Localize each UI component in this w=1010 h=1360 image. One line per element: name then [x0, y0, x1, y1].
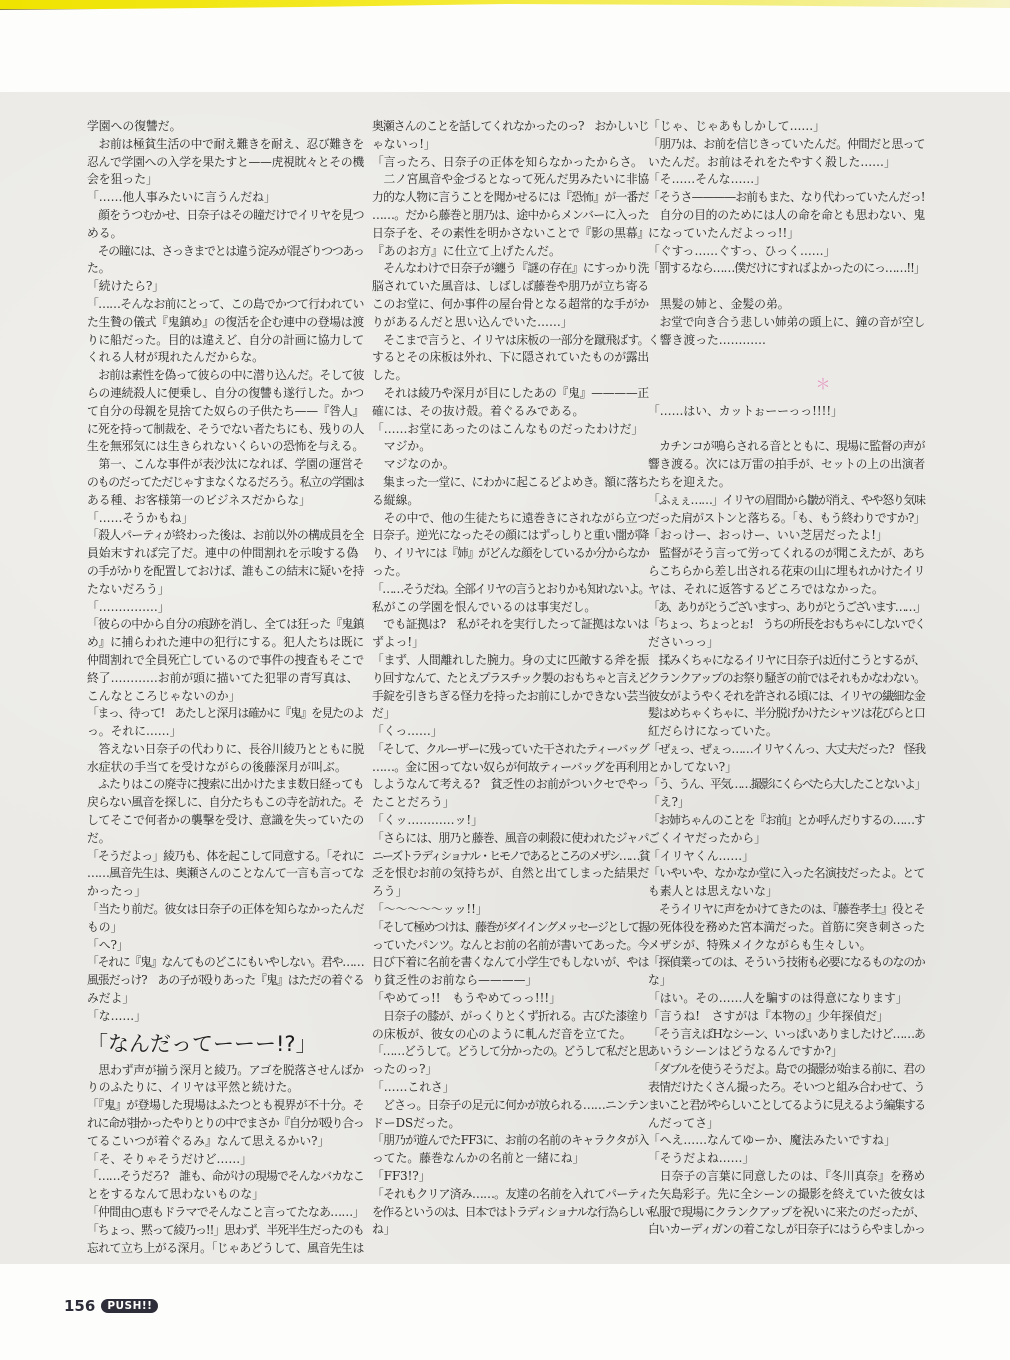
text-line: も素人とは思えないな」	[648, 884, 778, 899]
text-line: 「へ?」	[87, 937, 129, 952]
text-line: 「そう言えばHなシーン、いっぱいありましたけど……あ	[648, 1026, 925, 1041]
text-line: カチンコが鳴らされる音とともに、現場に監督の声が	[648, 439, 925, 454]
text-line: 「……他人事みたいに言うんだね」	[87, 190, 276, 205]
text-line: 「そうだよね……」	[648, 1151, 755, 1166]
text-line: た。	[87, 261, 111, 276]
text-line: る縦線。	[372, 492, 420, 507]
text-line: になっていたんだよっっ!!」	[648, 225, 800, 240]
text-line: 「〜〜〜〜〜ッッ!!」	[372, 902, 488, 917]
text-line: たちを迎えた。	[648, 474, 731, 489]
text-line: りに船だった。目的は違えど、自分の計画に協力して	[87, 332, 364, 347]
text-line: 「はい。その……人を騙すのは得意になります」	[648, 991, 908, 1006]
text-line: 「いやいや、なかなか堂に入った名演技だったよ。とて	[648, 866, 925, 881]
text-line: 「……これさ」	[372, 1080, 455, 1095]
cut-line: 「……はい、カットぉーーっっ!!!!」	[648, 403, 843, 418]
text-line: 「あ、ありがとうございますっ、ありがとうございます……」	[648, 599, 925, 614]
text-line: 水症状の手当てを受けながらの後藤深月が叫ぶ。	[87, 759, 347, 774]
text-line: 「彼らの中から自分の痕跡を消し、全ては狂った『鬼鎮	[87, 617, 364, 632]
text-line: りのふたりに、イリヤは平然と続けた。	[87, 1080, 300, 1095]
text-column-3	[648, 118, 928, 1239]
text-line: そうイリヤに声をかけてきたのは、『藤巻孝士』役とそ	[648, 902, 925, 917]
text-line: 響き渡る。次には万雷の拍手が、セットの上の出演者	[648, 457, 925, 472]
text-line: ごくイヤだったから」	[648, 830, 766, 845]
text-line: 奥瀬さんのことを話してくれなかったのっ? おかしいじ	[372, 119, 649, 133]
text-line: 風張だっけ? あの子が殴りあった『鬼』はただの着ぐる	[87, 973, 364, 988]
text-line: 会を狙った」	[87, 172, 158, 187]
headline-exclamation: 「なんだってーーー!?」	[87, 1031, 317, 1056]
text-line: ニーズトラディショナル・ヒモノであるところのメザシ……貧	[372, 848, 649, 863]
page-footer	[64, 1297, 158, 1315]
text-line: いたんだ。お前はそれをたやすく殺した……」	[648, 154, 896, 169]
text-line: 「ダブルを使うそうだよ。島での撮影が始まる前に、君の	[648, 1062, 925, 1077]
text-line: ヤは、それに返答するどころではなかった。	[648, 581, 884, 596]
text-line: 終了…………お前が頭に描いてた犯罪の青写真は、	[87, 670, 359, 685]
text-line: その瞳には、さっきまでとは違う淀みが混ざりつつあっ	[87, 243, 364, 258]
text-line: 第一、こんな事件が表沙汰になれば、学園の運営そ	[87, 457, 364, 472]
text-line: あいうシーンはどうなるんですか?」	[648, 1044, 843, 1059]
text-line: り貧乏性のお前なら————」	[372, 973, 538, 988]
text-line: 学園への復讐だ。	[87, 119, 182, 133]
text-line: 答えない日奈子の代わりに、長谷川綾乃とともに脱	[87, 741, 364, 756]
text-line: 「FF3!?」	[372, 1169, 431, 1184]
text-line: 「じゃ、じゃあもしかして……」	[648, 119, 825, 133]
text-line: 戻らない風音を探しに、自分たちもこの寺を訪れた。そ	[87, 795, 364, 810]
paragraph-gap	[648, 278, 928, 296]
text-line: 「まっ、待って! あたしと深月は確かに『鬼』を見たのよ	[87, 706, 364, 721]
text-line: に死を持って制裁を、そうでない者たちにも、残りの人	[87, 421, 364, 436]
text-line: 「罰するなら……僕だけにすればよかったのにっ……!!」	[648, 261, 925, 276]
text-line: た生贄の儀式『鬼鎮め』の復活を企む連中の登場は渡	[87, 314, 364, 329]
text-line: を作るというのは、日本ではトラディショナルな行為らしい	[372, 1204, 649, 1219]
text-line: 二ノ宮風音や金づるとなって死んだ男みたいに非協	[372, 172, 649, 187]
text-line: 手錠を引きちぎる怪力を持ったお前にしかできない芸当	[372, 688, 649, 703]
text-line: 「そして極めつけは、藤巻がダイイングメッセージとして握	[372, 919, 649, 934]
text-line: 「朋乃が遊んでたFF3に、お前の名前のキャラクタが入	[372, 1133, 649, 1148]
text-line: のものだってただじゃすまなくなるだろう。私立の学園は	[87, 474, 364, 489]
text-line: マジか。	[372, 439, 431, 454]
text-line: 「……そうかもね」	[87, 510, 194, 525]
text-line: 日び下着に名前を書くなんて小学生でもしないが、やは	[372, 955, 649, 970]
text-line: 「さらには、朋乃と藤巻、風音の刺殺に使われたジャパ	[372, 830, 649, 845]
text-line: ……。金に困ってない奴らが何故ティーバッグを再利用	[372, 759, 649, 774]
text-line: だった肩がストンと落ちる。「も、もう終わりですか?」	[648, 510, 925, 525]
text-line: 「そ……そんな……」	[648, 172, 766, 187]
text-line: 日奈子。逆光になったその顔にはずっしりと重い闇が降	[372, 528, 649, 543]
text-line: 日奈子を、その素性を明かさないことで『影の黒幕』	[372, 225, 649, 240]
column2-lines	[372, 118, 652, 1239]
text-line: 「……そうだろ? 誰も、命がけの現場でそんなバカなこ	[87, 1169, 364, 1184]
text-line: らの連続殺人に便乗し、自分の復讐も遂行した。かつ	[87, 385, 364, 400]
text-line: 「……そうだね。全部イリヤの言うとおりかも知れないよ。	[372, 581, 649, 596]
text-line: した。	[372, 368, 408, 383]
text-line: 「そうだよっ」綾乃も、体を起こして同意する。「それに	[87, 848, 364, 863]
text-line: て自分の母親を見捨てた奴らの子供たち——『咎人』	[87, 403, 364, 418]
text-line: んだってさ」	[648, 1115, 719, 1130]
text-line: ってた。藤巻なんかの名前と一緒にね」	[372, 1151, 585, 1166]
text-line: それは綾乃や深月が目にしたあの『鬼』————正	[372, 385, 649, 400]
text-line: 「朋乃は、お前を信じきっていたんだ。仲間だと思って	[648, 136, 925, 151]
text-line: そこまで言うと、イリヤは床板の一部分を蹴飛ばす。	[372, 332, 649, 347]
text-line: こんなところじゃないのか」	[87, 688, 241, 703]
column3-lines	[648, 438, 928, 1239]
text-line: 「当たり前だ。彼女は日奈子の正体を知らなかったんだ	[87, 902, 364, 917]
text-line: 「……お堂にあったのはこんなものだったわけだ」	[372, 421, 644, 436]
text-line: 「……そんなお前にとって、この島でかつて行われてい	[87, 296, 364, 311]
text-line: お前は極貧生活の中で耐え難きを耐え、忍び難きを	[87, 136, 364, 151]
text-line: 「くっ……」	[372, 724, 443, 739]
text-line: 「言うね! さすがは『本物の』少年探偵だ」	[648, 1008, 889, 1023]
text-line: の死体役を務めた宮本満だった。首筋に突き刺さった	[648, 919, 925, 934]
text-line: 監督がそう言って労ってくれるのが聞こえたが、あち	[648, 546, 925, 561]
text-line: ずよっ!」	[372, 635, 424, 650]
scene-break-asterisk-icon: ＊	[815, 375, 831, 394]
text-line: 「ちょっ、黙って綾乃っ!!」思わず、半死半生だったのも	[87, 1222, 364, 1237]
text-line: った。	[372, 563, 408, 578]
text-line: マジなのか。	[372, 457, 455, 472]
text-line: な」	[648, 973, 672, 988]
text-line: お前は素性を偽って彼らの中に潜り込んだ。そして彼	[87, 368, 364, 383]
text-line: このお堂に、何か事件の屋台骨となる超常的な手がか	[372, 296, 649, 311]
text-line: しようなんて考える? 貧乏性のお前がついクセでやっ	[372, 777, 649, 792]
text-line: らこちらから差し出される花束の山に埋もれかけたイリ	[648, 563, 925, 578]
text-line: 「おっけー、おっけー、いい芝居だったよ!」	[648, 528, 888, 543]
text-line: お堂で向き合う悲しい姉弟の頭上に、鐘の音が空し	[648, 314, 925, 329]
text-line: 「ぜぇっ、ぜぇっ……イリヤくんっ、大丈夫だった? 怪我	[648, 741, 925, 756]
text-line: かったっ」	[87, 884, 146, 899]
text-line: 「そうさ————お前もまた、なり代わっていたんだっ!	[648, 190, 925, 205]
text-line: 私服で現場にクランクアップを祝いに来たのだったが、	[648, 1204, 925, 1219]
text-line: とをするなんて思わないものな」	[87, 1187, 264, 1202]
text-line: だ。	[87, 830, 111, 845]
text-line: 黒髪の姉と、金髪の弟。	[648, 296, 790, 311]
column3-narration	[648, 296, 928, 349]
text-line: 「殺人パーティが終わった後は、お前以外の構成員を全	[87, 528, 364, 543]
column1-lines-before	[87, 118, 367, 1026]
text-line: っていたパンツ。なんとお前の名前が書いてあった。今	[372, 937, 649, 952]
text-line: とかしてない?」	[648, 759, 737, 774]
text-line: の床板が、彼女の心のように軋んだ音を立てた。	[372, 1026, 632, 1041]
text-line: 員始末すれば完了だ。連中の仲間割れを示唆する偽	[87, 546, 359, 561]
text-line: 「やめてっ!! もうやめてっっ!!!」	[372, 991, 561, 1006]
text-line: 「続けたら?」	[87, 279, 165, 294]
text-line: 「そして、クルーザーに残っていた干されたティーバッグ	[372, 741, 649, 756]
text-line: 「へえ……なんてゆーか、魔法みたいですね」	[648, 1133, 896, 1148]
text-line: 乏を恨むお前の気持ちが、自然と出てしまった結果だ	[372, 866, 649, 881]
text-line: だ」	[372, 706, 396, 721]
text-line: てるこいつが着ぐるみ』なんて思えるかい?」	[87, 1133, 330, 1148]
text-line: もの」	[87, 919, 123, 934]
text-line: 「くッ…………ッ!」	[372, 813, 483, 828]
text-line: 「……どうして。どうして分かったの。どうして私だと思	[372, 1044, 649, 1059]
text-line: 「そ、そりゃそうだけど……」	[87, 1151, 252, 1166]
text-line: クランクアップのお祭り騒ぎの前ではそれもかなわない。	[648, 670, 925, 685]
text-line: 「仲間由○恵もドラマでそんなこと言ってたなあ……」	[87, 1205, 364, 1220]
text-line: 「イリヤくん……」	[648, 848, 754, 863]
text-line: 忍んで学園への入学を果たすと——虎視眈々とその機	[87, 154, 364, 169]
text-column-1	[87, 118, 367, 1257]
text-line: 「え?」	[648, 795, 690, 810]
text-line: 「ちょっ、ちょっとぉ! うちの所長をおもちゃにしないでく	[648, 617, 925, 632]
text-line: 白いカーディガンの着こなしが日奈子にはうらやましかっ	[648, 1222, 925, 1237]
top-color-band	[0, 0, 1010, 10]
text-line: するとその床板は外れ、下に隠されていたものが露出	[372, 350, 649, 365]
text-line: 力的な人物に言うことを聞かせるには『恐怖』が一番だ	[372, 190, 649, 205]
text-line: ったのっ?」	[372, 1062, 438, 1077]
text-line: してそこで何者かの襲撃を受け、意識を失っていたの	[87, 813, 364, 828]
text-line: みだよ」	[87, 991, 135, 1006]
text-line: める。	[87, 225, 123, 240]
text-line: 「ぐすっ……ぐすっ、ひっく……」	[648, 243, 836, 258]
text-line: メザシが、特殊メイクながらも生々しい。	[648, 937, 872, 952]
text-line: 「それもクリア済み……。友達の名前を入れてパーティ	[372, 1186, 649, 1201]
text-line: 「それに『鬼』なんてものどこにもいやしない。君や……	[87, 955, 364, 970]
text-line: 顔をうつむかせ、日奈子はその瞳だけでイリヤを見つ	[87, 207, 364, 222]
text-line: ね」	[372, 1222, 396, 1237]
text-line: ふたりはこの廃寺に捜索に出かけたまま数日経っても	[87, 777, 364, 792]
column1-lines-after	[87, 1062, 367, 1258]
text-line: でも証拠は? 私がそれを実行したって証拠はないは	[372, 617, 649, 632]
text-line: 日奈子の言葉に同意したのは、『冬川真奈』を務め	[648, 1169, 926, 1184]
text-line: 「探偵業ってのは、そういう技術も必要になるものなのか	[648, 955, 925, 970]
text-line: 思わず声が揃う深月と綾乃。アゴを脱落させんばか	[87, 1062, 364, 1077]
text-line: り、イリヤには『姉』がどんな顔をしているか分からなか	[372, 546, 649, 561]
text-line: ……。だから藤巻と朋乃は、途中からメンバーに入った	[372, 207, 649, 222]
text-line: た矢島彩子。先に全シーンの撮影を終えていた彼女は	[648, 1186, 925, 1201]
text-line: 「な……」	[87, 1008, 146, 1023]
paragraph-gap	[648, 349, 928, 367]
text-line: 「ふぇぇ……」イリヤの眉間から皺が消え、やや怒り気味	[648, 492, 925, 507]
text-line: ださいっっ」	[648, 635, 719, 650]
text-line: 自分の目的のためには人の命を命とも思わない、鬼	[648, 207, 925, 222]
text-line: 「まず、人間離れした腕力。身の丈に匹敵する斧を振	[372, 652, 649, 667]
text-line: 仲間割れで全員死亡しているので事件の捜査もそこで	[87, 652, 364, 667]
text-line: 生を無邪気には生きられないくらいの恐怖を与える。	[87, 439, 364, 454]
text-line: そんなわけで日奈子が纏う『謎の存在』にすっかり洗	[372, 261, 649, 276]
text-line: り回すなんて、たとえプラスチック製のおもちゃと言えど	[372, 670, 649, 685]
text-line: ゃないっ!」	[372, 136, 436, 151]
magazine-logo: PUSH!!	[101, 1299, 158, 1313]
text-line: 日奈子の膝が、がっくりとくず折れる。古びた漆塗り	[372, 1008, 649, 1023]
text-line: 「言ったろ、日奈子の正体を知らなかったからさ。	[372, 154, 643, 169]
text-line: 私がこの学園を恨んでいるのは事実だし。	[372, 599, 597, 614]
text-line: ある種、お客様第一のビジネスだからな」	[87, 492, 311, 507]
text-line: 集まった一堂に、にわかに起こるどよめき。額に落ち	[372, 474, 649, 489]
page-number: 156	[64, 1297, 96, 1315]
text-line: まいこと君がやらしいことしてるように見えるよう編集する	[648, 1097, 925, 1112]
text-line: 「う、うん、平気……撮影にくらべたら大したことないよ」	[648, 777, 925, 792]
text-line: ……風音先生は、奥瀬さんのことなんて一言も言ってな	[87, 866, 364, 881]
text-line: 表情だけたくさん撮ったろ。そいつと組み合わせて、う	[648, 1080, 925, 1095]
paragraph-gap	[648, 421, 928, 439]
text-line: れに命が掛かったやりとりの中でまさか『自分が殴り合っ	[87, 1116, 364, 1131]
text-line: 「『鬼』が登場した現場はふたつとも視界が不十分。そ	[87, 1098, 364, 1113]
text-column-2	[372, 118, 652, 1239]
text-line: 彼女がようやくそれを許される頃には、イリヤの繊細な金	[648, 688, 925, 703]
text-line: く響き渡った…………	[648, 332, 766, 347]
text-line: どさっ。日奈子の足元に何かが放られる……ニンテン	[372, 1097, 649, 1112]
column3-dialogue	[648, 118, 928, 278]
text-line: くれる人材が現れたんだからな。	[87, 350, 264, 365]
text-line: ドーDSだった。	[372, 1115, 461, 1130]
text-line: その中で、他の生徒たちに遠巻きにされながら立つ	[372, 510, 649, 525]
text-line: りがあるんだと思い込んでいた……」	[372, 314, 573, 329]
text-line: の手がかりを配置しておけば、誰もこの結末に疑いを持	[87, 563, 364, 578]
text-line: 揉みくちゃになるイリヤに日奈子は近付こうとするが、	[648, 652, 925, 667]
text-line: 脳されていた風音は、しばしば藤巻や朋乃が立ち寄る	[372, 279, 649, 294]
text-line: 確には、その抜け殻。着ぐるみである。	[372, 403, 585, 418]
text-line: 紅だらけになっていた。	[648, 724, 778, 739]
text-line: っ。それに……」	[87, 724, 182, 739]
text-line: 「お姉ちゃんのことを『お前』とか呼んだりするの……す	[648, 813, 925, 828]
text-line: ろう」	[372, 884, 408, 899]
text-line: 髪はめちゃくちゃに、半分脱げかけたシャツは花びらと口	[648, 706, 925, 721]
text-line: たないだろう」	[87, 581, 170, 596]
text-line: 『あのお方』に仕立て上げたんだ。	[372, 243, 561, 258]
text-line: たことだろう」	[372, 795, 455, 810]
text-line: 忘れて立ち上がる深月。「じゃあどうして、風音先生は	[87, 1240, 364, 1255]
text-line: 「……………」	[87, 599, 170, 614]
text-line: め』に捕らわれた連中の犯行にする。犯人たちは既に	[87, 635, 364, 650]
